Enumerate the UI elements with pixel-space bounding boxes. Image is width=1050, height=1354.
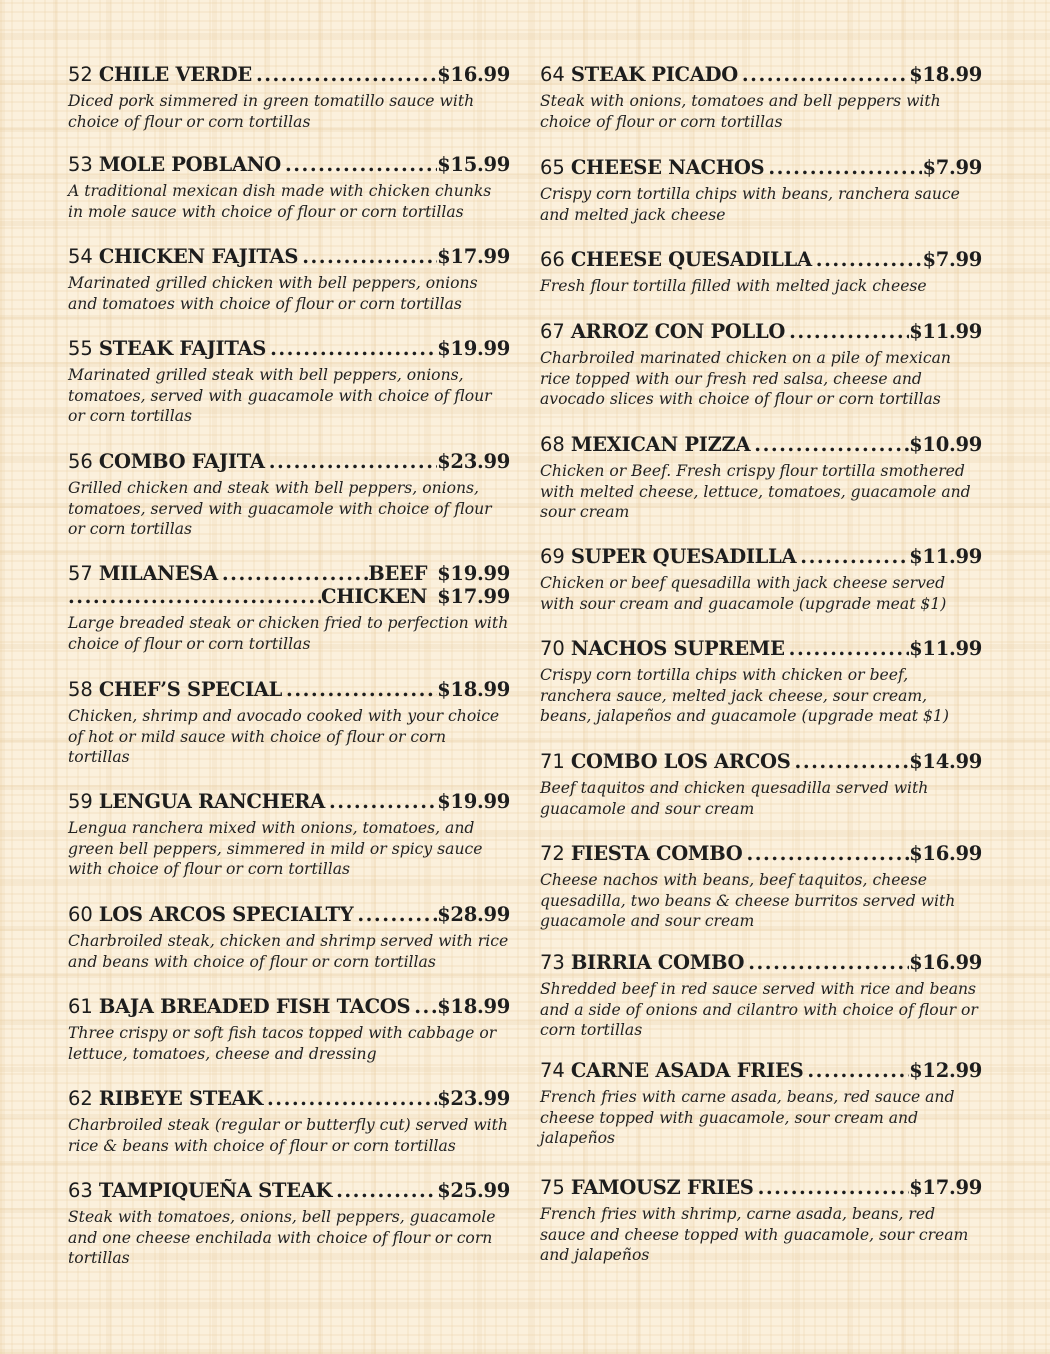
item-name: MILANESA [98, 562, 218, 585]
item-name: BIRRIA COMBO [570, 951, 745, 974]
item-name: CHEESE NACHOS [570, 156, 765, 179]
item-header [68, 1086, 510, 1112]
item-description: Charbroiled steak, chicken and shrimp served with rice and beans with choice of flour or corn tortillas [68, 932, 509, 971]
item-number: 56 [68, 450, 93, 473]
item-number: 54 [68, 245, 93, 268]
item-price: $12.99 [909, 1059, 982, 1082]
item-number: 57 [68, 562, 93, 585]
item-number: 52 [68, 63, 93, 86]
item-description: Diced pork simmered in green tomatillo sauce with choice of flour or corn tortillas [68, 92, 475, 131]
item-header [540, 1175, 982, 1201]
item-description: Chicken or beef quesadilla with jack cheese served with sour cream and guacamole (upgrade meat $1) [540, 574, 947, 613]
dot-leader [796, 544, 909, 570]
item-header [540, 62, 982, 88]
item-header [68, 994, 510, 1020]
item-name: MEXICAN PIZZA [570, 433, 751, 456]
menu-item [68, 449, 510, 540]
item-price: $11.99 [909, 320, 982, 343]
item-header [68, 449, 510, 475]
menu-item [540, 247, 982, 297]
item-description: Cheese nachos with beans, beef taquitos, cheese quesadilla, two beans & cheese burritos served with guacamole and sour cream [540, 871, 956, 930]
menu-item [540, 950, 982, 1041]
menu-item [540, 1175, 982, 1266]
menu-item-milanesa [68, 561, 510, 654]
item-description: French fries with carne asada, beans, red sauce and cheese topped with guacamole, sour cream and jalapeños [540, 1088, 955, 1147]
dot-leader [791, 749, 910, 775]
item-number: 53 [68, 153, 93, 176]
item-description: Shredded beef in red sauce served with rice and beans and a side of onions and cilantro with choice of flour or corn tortillas [540, 980, 978, 1039]
item-name: COMBO FAJITA [98, 450, 265, 473]
menu-item [68, 244, 510, 314]
item-number: 60 [68, 903, 93, 926]
item-header [68, 244, 510, 270]
item-price: $28.99 [437, 903, 510, 926]
item-number: 63 [68, 1179, 93, 1202]
item-number: 59 [68, 790, 93, 813]
item-description: A traditional mexican dish made with chicken chunks in mole sauce with choice of flour or corn tortillas [68, 182, 492, 221]
item-name: CARNE ASADA FRIES [570, 1059, 804, 1082]
item-name: COMBO LOS ARCOS [570, 750, 791, 773]
menu-item [68, 677, 510, 768]
dot-leader [754, 1175, 910, 1201]
dot-leader [353, 902, 437, 928]
item-name: FIESTA COMBO [570, 842, 743, 865]
item-header [540, 1058, 982, 1084]
item-number: 66 [540, 248, 565, 271]
item-header [540, 319, 982, 345]
item-name: STEAK FAJITAS [98, 337, 267, 360]
item-price: $17.99 [909, 1176, 982, 1199]
beef-option-label: BEEF [368, 562, 428, 585]
menu-item [68, 336, 510, 427]
item-header [540, 155, 982, 181]
dot-leader [325, 789, 437, 815]
dot-leader [68, 584, 321, 610]
dot-leader [263, 1086, 437, 1112]
menu-item [540, 544, 982, 614]
menu-item [68, 1086, 510, 1156]
item-description: Crispy corn tortilla chips with beans, ranchera sauce and melted jack cheese [540, 185, 960, 224]
item-price: $19.99 [437, 337, 510, 360]
menu-item [68, 62, 510, 132]
menu-item [540, 1058, 982, 1149]
item-description: Steak with onions, tomatoes and bell peppers with choice of flour or corn tortillas [540, 92, 941, 131]
chicken-option-price: $17.99 [437, 585, 510, 608]
chicken-option-label: CHICKEN [321, 585, 428, 608]
item-price: $11.99 [909, 545, 982, 568]
dot-leader [332, 1178, 437, 1204]
item-description: Marinated grilled chicken with bell peppers, onions and tomatoes with choice of flour or corn tortillas [68, 274, 478, 313]
dot-leader [785, 319, 909, 345]
item-header [68, 152, 510, 178]
item-name: CHICKEN FAJITAS [98, 245, 299, 268]
item-name: RIBEYE STEAK [98, 1087, 264, 1110]
dot-leader [764, 155, 922, 181]
menu-item [68, 994, 510, 1064]
item-price: $7.99 [922, 248, 982, 271]
dot-leader [744, 950, 909, 976]
item-name: NACHOS SUPREME [570, 637, 785, 660]
item-price: $17.99 [437, 245, 510, 268]
dot-leader [265, 449, 437, 475]
item-description: French fries with shrimp, carne asada, beans, red sauce and cheese topped with guacamole, sour cream and jalapeños [540, 1205, 969, 1264]
dot-leader [281, 152, 437, 178]
item-price: $25.99 [437, 1179, 510, 1202]
item-header [68, 789, 510, 815]
item-header [68, 336, 510, 362]
item-number: 74 [540, 1059, 565, 1082]
item-header [540, 636, 982, 662]
item-name: CHEF’S SPECIAL [98, 678, 283, 701]
menu-item [68, 152, 510, 222]
dot-leader [750, 432, 909, 458]
item-description: Lengua ranchera mixed with onions, tomatoes, and green bell peppers, simmered in mild or spicy sauce with choice of flour or corn tortillas [68, 819, 483, 878]
item-description: Crispy corn tortilla chips with chicken or beef, ranchera sauce, melted jack cheese, sour cream, beans, jalapeños and guacamole (upgrade meat $1) [540, 666, 949, 725]
item-number: 72 [540, 842, 565, 865]
dot-leader [738, 62, 909, 88]
item-price: $16.99 [909, 842, 982, 865]
item-name: BAJA BREADED FISH TACOS [98, 995, 411, 1018]
menu-item [540, 319, 982, 410]
item-name: LOS ARCOS SPECIALTY [98, 903, 354, 926]
item-number: 64 [540, 63, 565, 86]
item-header [540, 544, 982, 570]
item-price: $7.99 [922, 156, 982, 179]
item-description: Chicken, shrimp and avocado cooked with your choice of hot or mild sauce with choice of flour or corn tortillas [68, 707, 500, 766]
item-description: Three crispy or soft fish tacos topped with cabbage or lettuce, tomatoes, cheese and dressing [68, 1024, 497, 1063]
item-number: 68 [540, 433, 565, 456]
item-description: Steak with tomatoes, onions, bell peppers, guacamole and one cheese enchilada with choice of flour or corn tortillas [68, 1208, 496, 1267]
item-header [68, 677, 510, 703]
menu-item [540, 749, 982, 819]
item-number: 67 [540, 320, 565, 343]
menu-item [540, 432, 982, 523]
dot-leader [812, 247, 923, 273]
menu-item [540, 636, 982, 727]
item-name: ARROZ CON POLLO [570, 320, 786, 343]
item-number: 70 [540, 637, 565, 660]
item-price: $16.99 [437, 63, 510, 86]
menu-item [540, 155, 982, 225]
item-description: Charbroiled steak (regular or butterfly cut) served with rice & beans with choice of flour or corn tortillas [68, 1116, 508, 1155]
beef-option-price: $19.99 [437, 562, 510, 585]
dot-leader [785, 636, 910, 662]
item-price: $14.99 [909, 750, 982, 773]
dot-leader [298, 244, 437, 270]
item-number: 75 [540, 1176, 565, 1199]
item-name: CHILE VERDE [98, 63, 252, 86]
menu-item [68, 1178, 510, 1269]
item-description: Charbroiled marinated chicken on a pile of mexican rice topped with our fresh red salsa, cheese and avocado slices with choice of flour or corn tortillas [540, 349, 951, 408]
item-header [68, 902, 510, 928]
item-price: $18.99 [437, 995, 510, 1018]
item-name: FAMOUSZ FRIES [570, 1176, 754, 1199]
item-number: 73 [540, 951, 565, 974]
item-price: $16.99 [909, 951, 982, 974]
item-header [540, 749, 982, 775]
item-name: TAMPIQUEÑA STEAK [98, 1179, 333, 1202]
item-price: $18.99 [909, 63, 982, 86]
dot-leader [803, 1058, 909, 1084]
item-number: 55 [68, 337, 93, 360]
item-header [540, 432, 982, 458]
item-name: STEAK PICADO [570, 63, 738, 86]
dot-leader [252, 62, 437, 88]
item-number: 58 [68, 678, 93, 701]
item-header [540, 950, 982, 976]
item-name: MOLE POBLANO [98, 153, 281, 176]
item-header [540, 247, 982, 273]
dot-leader [410, 994, 437, 1020]
menu-item [68, 902, 510, 972]
dot-leader [266, 336, 437, 362]
item-price: $18.99 [437, 678, 510, 701]
item-price: $11.99 [909, 637, 982, 660]
menu-item [540, 841, 982, 932]
item-number: 61 [68, 995, 93, 1018]
item-number: 65 [540, 156, 565, 179]
item-description: Beef taquitos and chicken quesadilla served with guacamole and sour cream [540, 779, 929, 818]
dot-leader [742, 841, 909, 867]
item-header [540, 841, 982, 867]
item-price: $23.99 [437, 1087, 510, 1110]
item-name: LENGUA RANCHERA [98, 790, 326, 813]
item-price: $15.99 [437, 153, 510, 176]
item-number: 69 [540, 545, 565, 568]
item-number: 71 [540, 750, 565, 773]
item-price: $19.99 [437, 790, 510, 813]
item-price: $23.99 [437, 450, 510, 473]
item-description: Fresh flour tortilla filled with melted jack cheese [540, 277, 927, 295]
menu-item [68, 789, 510, 880]
item-description: Chicken or Beef. Fresh crispy flour tortilla smothered with melted cheese, lettuce, tomatoes, guacamole and sour cream [540, 462, 971, 521]
dot-leader [282, 677, 437, 703]
item-description: Marinated grilled steak with bell peppers, onions, tomatoes, served with guacamole with choice of flour or corn tortillas [68, 366, 492, 425]
item-subline [68, 584, 510, 610]
item-description: Grilled chicken and steak with bell peppers, onions, tomatoes, served with guacamole with choice of flour or corn tortillas [68, 479, 492, 538]
item-header [68, 62, 510, 88]
menu-item [540, 62, 982, 132]
item-header [68, 1178, 510, 1204]
item-price: $10.99 [909, 433, 982, 456]
item-name: CHEESE QUESADILLA [570, 248, 812, 271]
item-description: Large breaded steak or chicken fried to perfection with choice of flour or corn tortillas [68, 614, 509, 653]
item-name: SUPER QUESADILLA [570, 545, 797, 568]
item-number: 62 [68, 1087, 93, 1110]
